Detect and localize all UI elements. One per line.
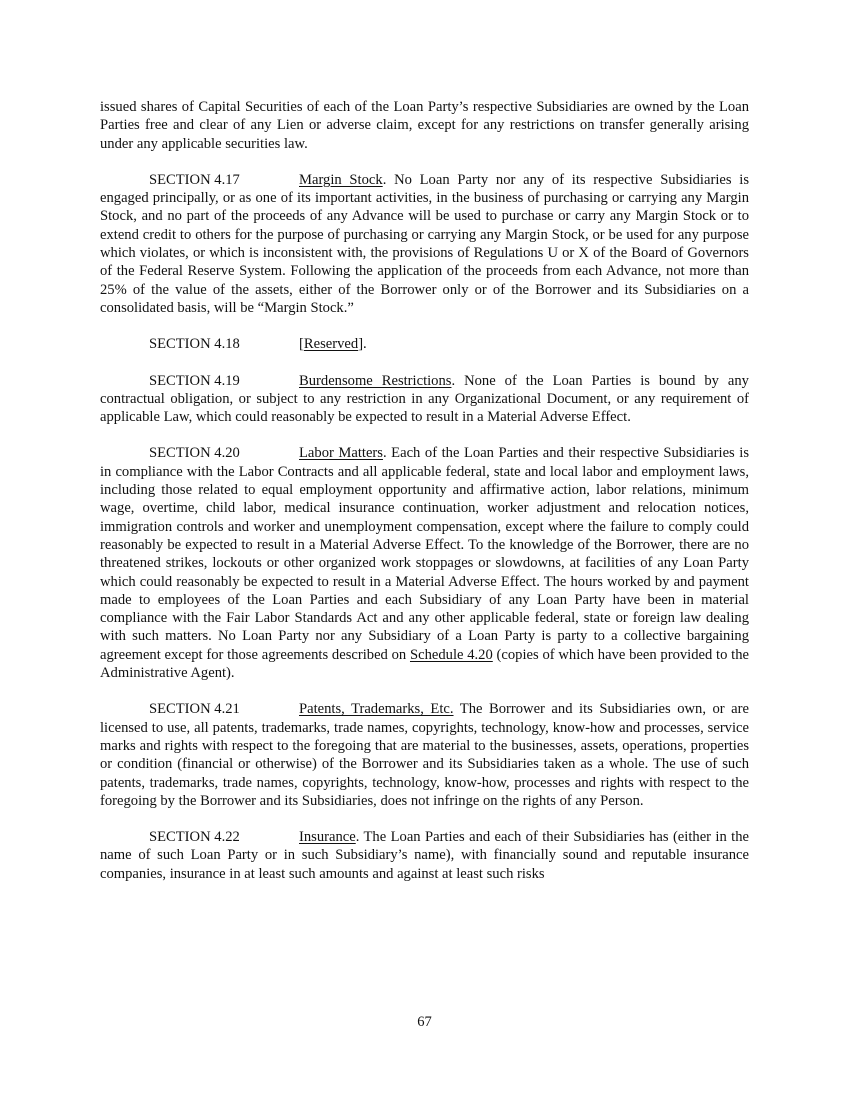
section-number: SECTION 4.18 [149,336,240,353]
section-number: SECTION 4.17 [149,171,240,188]
section-heading: Margin Stock [299,171,383,188]
section-4-21 [100,700,749,810]
section-body: No Loan Party nor any of its respective Subsidiaries is engaged principally, or as one of its important activities, in the business of purchasing or carrying any Margin Stock, and no part of the proceeds of any Advance will be used to purchase or carry any Margin Stock or to extend credit to others for the purpose of purchasing or carrying any Margin Stock, or be used for any purpose which violates, or which is inconsistent with, the provisions of Regulations U or X of the Board of Governors of the Federal Reserve System. Following the application of the proceeds from each Advance, not more than 25% of the value of the assets, either of the Borrower only or of the Borrower and its Subsidiaries on a consolidated basis, will be “Margin Stock.” [100,171,750,316]
section-4-22 [100,828,749,883]
page-number: 67 [417,1014,432,1030]
section-4-17 [100,171,749,317]
heading-punctuation: . [382,171,387,188]
section-heading: Reserved [303,336,359,353]
document-page [100,98,749,901]
section-body-tail: (copies of which have been provided to the Administrative Agent). [100,646,750,682]
section-4-18 [100,335,749,353]
heading-punctuation: . [355,829,360,846]
section-number: SECTION 4.22 [149,829,240,846]
schedule-reference: Schedule 4.20 [409,646,493,663]
section-heading: Patents, Trademarks, Etc. [299,701,454,718]
section-number: SECTION 4.21 [149,701,240,718]
intro-paragraph: issued shares of Capital Securities of each of the Loan Party’s respective Subsidiaries are owned by the Loan Parties free and clear of any Lien or adverse claim, except for any restrictions on transfer generally arising under any applicable securities law. [100,99,749,152]
section-4-20 [100,444,749,682]
heading-bracket-open: [ [299,336,304,353]
section-heading: Labor Matters [299,445,383,462]
section-heading: Insurance [299,829,356,846]
section-number: SECTION 4.20 [149,445,240,462]
heading-punctuation: . [451,372,456,389]
section-body: None of the Loan Parties is bound by any contractual obligation, or subject to any restriction in any Organizational Document, or any requirement of applicable Law, which could reasonably be expected to result in a Material Adverse Effect. [100,372,749,426]
heading-punctuation: . [382,445,387,462]
section-heading: Burdensome Restrictions [299,372,452,389]
section-body: The Loan Parties and each of their Subsidiaries has (either in the name of such Loan Party or in such Subsidiary’s name), with financially sound and reputable insurance companies, insurance in at least such amounts and against at least such risks [100,829,749,882]
heading-bracket-close: ]. [358,336,367,353]
section-body: Each of the Loan Parties and their respective Subsidiaries is in compliance with the Labor Contracts and all applicable federal, state and local labor and employment laws, including those related to equal employment opportunity and affirmative action, labor relations, minimum wage, overtime, child labor, medical insurance continuation, worker adjustment and relocation notices, immigration controls and worker and unemployment compensation, except where the failure to comply could reasonably be expected to result in a Material Adverse Effect. To the knowledge of the Borrower, there are no threatened strikes, lockouts or other organized work stoppages or slowdowns, at facilities of any Loan Party which could reasonably be expected to result in a Material Adverse Effect. The hours worked by and payment made to employees of the Loan Parties and each Subsidiary of any Loan Party have been in material compliance with the Fair Labor Standards Act and any other applicable federal, state or foreign law dealing with such matters. No Loan Party nor any Subsidiary of a Loan Party is party to a collective bargaining agreement except for those agreements described on [100,445,750,663]
section-4-19 [100,372,749,427]
section-body: The Borrower and its Subsidiaries own, or are licensed to use, all patents, trademarks, trade names, copyrights, technology, know-how and processes, service marks and rights with respect to the foregoing that are material to the businesses, assets, operations, properties or condition (financial or otherwise) of the Borrower and its Subsidiaries taken as a whole. The use of such patents, trademarks, trade names, copyrights, technology, know-how, processes and rights with respect to the foregoing by the Borrower and its Subsidiaries, does not infringe on the rights of any Person. [100,701,749,809]
section-number: SECTION 4.19 [149,372,240,389]
